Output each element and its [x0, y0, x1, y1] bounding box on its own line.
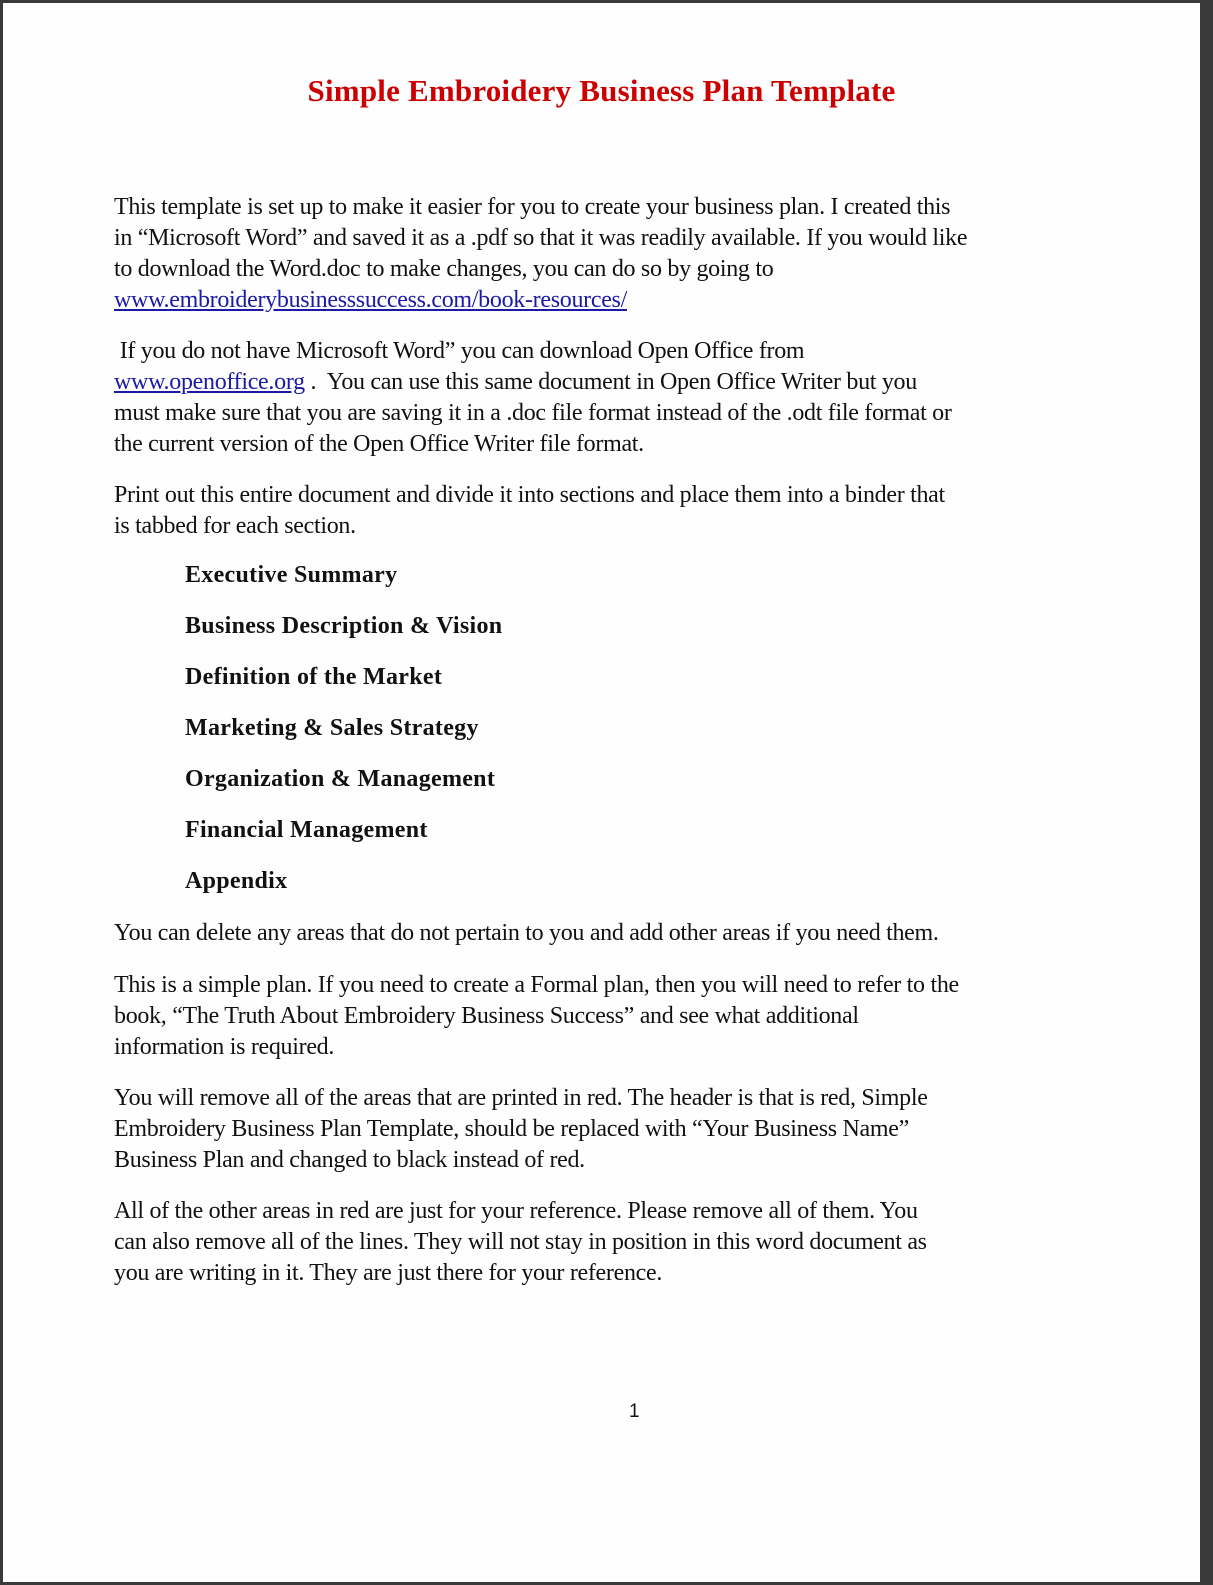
simple-plan-line-2: book, “The Truth About Embroidery Business Success” and see what additional [114, 1003, 859, 1029]
openoffice-link[interactable]: www.openoffice.org [114, 369, 305, 395]
simple-plan-paragraph [114, 970, 1104, 1063]
openoffice-line-3: must make sure that you are saving it in a .doc file format instead of the .odt file format or [114, 400, 952, 426]
intro-line-1: This template is set up to make it easier for you to create your business plan. I created this [114, 194, 951, 220]
section-appendix: Appendix [185, 868, 288, 894]
remove-red-line-3: Business Plan and changed to black instead of red. [114, 1147, 585, 1173]
book-resources-link[interactable]: www.embroiderybusinesssuccess.com/book-resources/ [114, 287, 627, 313]
section-financial-management: Financial Management [185, 817, 428, 843]
document-title: Simple Embroidery Business Plan Template [307, 73, 896, 108]
page-number: 1 [629, 1401, 640, 1422]
remove-red-line-2: Embroidery Business Plan Template, should be replaced with “Your Business Name” [114, 1116, 909, 1142]
simple-plan-line-3: information is required. [114, 1034, 335, 1060]
delete-note-paragraph: You can delete any areas that do not pertain to you and add other areas if you need them. [114, 920, 939, 946]
simple-plan-line-1: This is a simple plan. If you need to create a Formal plan, then you will need to refer to the [114, 972, 959, 998]
other-areas-line-1: All of the other areas in red are just for your reference. Please remove all of them. You [114, 1198, 918, 1224]
intro-paragraph [114, 192, 1104, 316]
section-marketing-sales: Marketing & Sales Strategy [185, 715, 479, 741]
document-page [3, 3, 1200, 1582]
section-executive-summary: Executive Summary [185, 562, 398, 588]
intro-line-3: to download the Word.doc to make changes, you can do so by going to [114, 256, 774, 282]
print-out-line-1: Print out this entire document and divide it into sections and place them into a binder that [114, 482, 945, 508]
openoffice-line-2: . You can use this same document in Open Office Writer but you [304, 369, 917, 395]
other-areas-line-3: you are writing in it. They are just there for your reference. [114, 1260, 663, 1286]
other-areas-line-2: can also remove all of the lines. They will not stay in position in this word document as [114, 1229, 927, 1255]
openoffice-line-1: If you do not have Microsoft Word” you can download Open Office from [114, 338, 805, 364]
other-areas-paragraph [114, 1196, 1104, 1289]
remove-red-paragraph [114, 1083, 1104, 1176]
print-out-line-2: is tabbed for each section. [114, 513, 356, 539]
section-organization-management: Organization & Management [185, 766, 496, 792]
remove-red-line-1: You will remove all of the areas that are printed in red. The header is that is red, Simple [114, 1085, 928, 1111]
openoffice-line-4: the current version of the Open Office Writer file format. [114, 431, 644, 457]
print-out-paragraph [114, 480, 1104, 542]
intro-line-2: in “Microsoft Word” and saved it as a .pdf so that it was readily available. If you would like [114, 225, 968, 251]
section-business-description: Business Description & Vision [185, 613, 503, 639]
openoffice-paragraph [114, 336, 1104, 460]
section-market-definition: Definition of the Market [185, 664, 443, 690]
